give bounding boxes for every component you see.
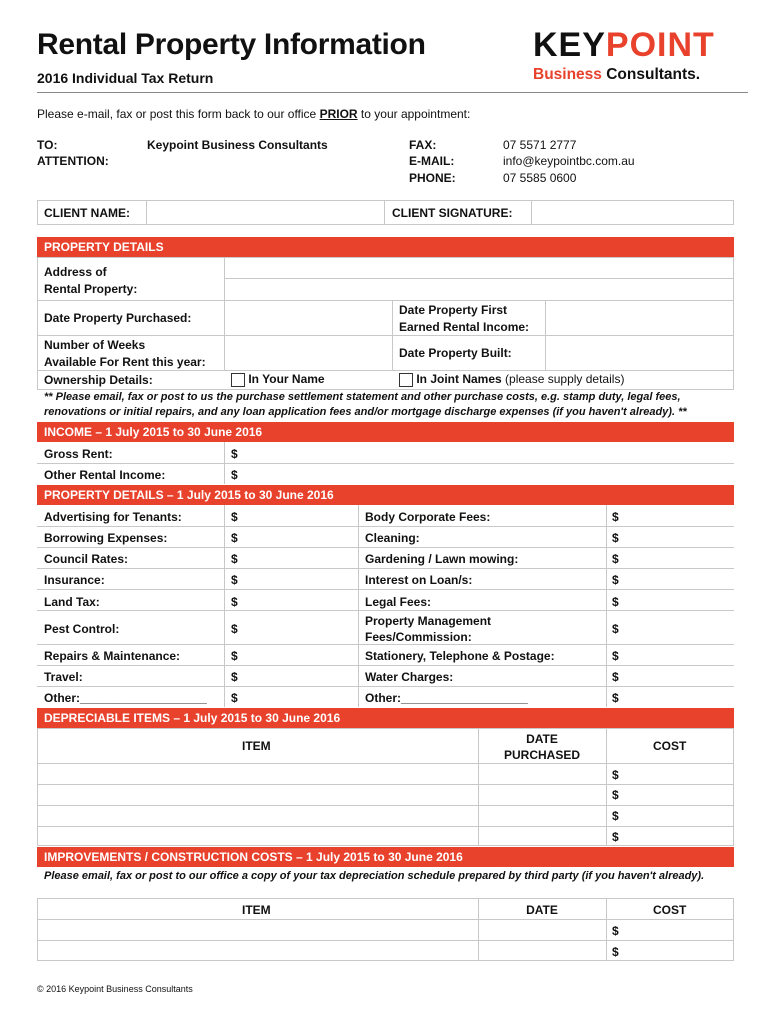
expense-dollar[interactable]: $ <box>231 552 238 566</box>
expense-label: Stationery, Telephone & Postage: <box>365 649 555 663</box>
other-rental-income-label: Other Rental Income: <box>44 468 166 482</box>
to-value: Keypoint Business Consultants <box>147 138 328 152</box>
date-first-earned-label: Date Property First Earned Rental Income: <box>399 303 530 334</box>
expense-label: Water Charges: <box>365 670 454 684</box>
improvements-cost-dollar[interactable]: $ <box>612 945 619 959</box>
address-field[interactable] <box>225 258 733 300</box>
expense-dollar[interactable]: $ <box>612 649 619 663</box>
expense-dollar[interactable]: $ <box>231 595 238 609</box>
client-name-label: CLIENT NAME: <box>44 206 130 220</box>
date-built-label: Date Property Built: <box>399 346 512 360</box>
expense-dollar[interactable]: $ <box>612 670 619 684</box>
gross-rent-dollar: $ <box>231 447 238 461</box>
footer-copyright: © 2016 Keypoint Business Consultants <box>37 984 193 994</box>
fax-label: FAX: <box>409 138 437 152</box>
gross-rent-label: Gross Rent: <box>44 447 113 461</box>
date-first-earned-field[interactable] <box>546 301 733 335</box>
expense-dollar[interactable]: $ <box>231 622 238 636</box>
expense-label: Borrowing Expenses: <box>44 531 168 545</box>
expense-label: Repairs & Maintenance: <box>44 649 181 663</box>
gross-rent-field[interactable] <box>225 443 734 463</box>
section-header-improvements: IMPROVEMENTS / CONSTRUCTION COSTS – 1 July 2015 to 30 June 2016 <box>37 847 734 867</box>
expense-dollar[interactable]: $ <box>231 670 238 684</box>
date-purchased-field[interactable] <box>225 301 392 335</box>
expense-dollar[interactable]: $ <box>231 510 238 524</box>
depreciable-cost-dollar[interactable]: $ <box>612 768 619 782</box>
date-built-field[interactable] <box>546 336 733 370</box>
fax-value: 07 5571 2777 <box>503 138 577 152</box>
improvements-col-cost: COST <box>653 903 687 917</box>
depreciable-cost-dollar[interactable]: $ <box>612 809 619 823</box>
expense-label: Travel: <box>44 670 83 684</box>
expense-label: Advertising for Tenants: <box>44 510 182 524</box>
company-logo <box>533 28 748 84</box>
expense-dollar[interactable]: $ <box>231 573 238 587</box>
improvements-table <box>37 898 734 961</box>
expense-label: Insurance: <box>44 573 105 587</box>
section-header-depreciable-items: DEPRECIABLE ITEMS – 1 July 2015 to 30 June 2016 <box>37 708 734 728</box>
weeks-available-field[interactable] <box>225 336 392 370</box>
section-header-property-details: PROPERTY DETAILS <box>37 237 734 257</box>
expense-dollar[interactable]: $ <box>612 552 619 566</box>
expense-label: Pest Control: <box>44 622 120 636</box>
date-purchased-label: Date Property Purchased: <box>44 311 192 325</box>
logo-text-business: Business <box>533 66 602 83</box>
expense-label: Land Tax: <box>44 595 100 609</box>
joint-names-option[interactable]: In Joint Names (please supply details) <box>399 372 624 387</box>
page-title: Rental Property Information <box>37 28 426 61</box>
phone-value: 07 5585 0600 <box>503 171 577 185</box>
expense-label: Body Corporate Fees: <box>365 510 491 524</box>
expense-dollar[interactable]: $ <box>612 531 619 545</box>
expense-label: Other:___________________ <box>44 691 207 705</box>
to-label: TO: <box>37 138 58 152</box>
joint-names-checkbox[interactable] <box>399 373 413 387</box>
email-label: E-MAIL: <box>409 154 455 168</box>
improvements-note: Please email, fax or post to our office a copy of your tax depreciation schedule prepared by third party (if you haven't already). <box>44 870 705 882</box>
expense-dollar[interactable]: $ <box>231 691 238 705</box>
address-label: Address of Rental Property: <box>44 265 138 296</box>
expense-label: Interest on Loan/s: <box>365 573 473 587</box>
expense-label: Council Rates: <box>44 552 129 566</box>
logo-text-key: KEY <box>533 26 606 64</box>
expense-label: Other:___________________ <box>365 691 528 705</box>
own-name-option[interactable]: In Your Name <box>231 372 325 387</box>
depreciable-cost-dollar[interactable]: $ <box>612 830 619 844</box>
purchase-costs-note: ** Please email, fax or post to us the purchase settlement statement and other purchase costs, e.g. stamp duty, legal fees, renovations or initial repairs, and any loan application fees and/or mortgage discharge expenses (if you haven't already). ** <box>44 391 687 418</box>
own-name-checkbox[interactable] <box>231 373 245 387</box>
depreciable-items-table <box>37 728 734 846</box>
other-rental-income-field[interactable] <box>225 464 734 484</box>
depreciable-col-cost: COST <box>653 739 687 753</box>
instructions: Please e-mail, fax or post this form back to our office PRIOR to your appointment: <box>37 107 471 121</box>
expense-dollar[interactable]: $ <box>612 510 619 524</box>
expense-label: Gardening / Lawn mowing: <box>365 552 519 566</box>
logo-text-point: POINT <box>605 26 715 64</box>
expense-label: Property Management Fees/Commission: <box>365 614 492 644</box>
other-income-dollar: $ <box>231 468 238 482</box>
depreciable-col-date: DATE PURCHASED <box>503 732 580 762</box>
page-subtitle: 2016 Individual Tax Return <box>37 70 214 86</box>
ownership-label: Ownership Details: <box>44 373 153 387</box>
phone-label: PHONE: <box>409 171 456 185</box>
depreciable-col-item: ITEM <box>242 739 271 753</box>
attention-label: ATTENTION: <box>37 154 109 168</box>
expense-dollar[interactable]: $ <box>612 691 619 705</box>
expense-label: Legal Fees: <box>365 595 432 609</box>
expense-dollar[interactable]: $ <box>231 649 238 663</box>
section-header-expenses: PROPERTY DETAILS – 1 July 2015 to 30 June 2016 <box>37 485 734 505</box>
expense-dollar[interactable]: $ <box>231 531 238 545</box>
email-value[interactable]: info@keypointbc.com.au <box>503 154 635 168</box>
client-signature-field[interactable] <box>532 201 733 224</box>
expense-dollar[interactable]: $ <box>612 595 619 609</box>
improvements-col-item: ITEM <box>242 903 271 917</box>
depreciable-cost-dollar[interactable]: $ <box>612 788 619 802</box>
improvements-cost-dollar[interactable]: $ <box>612 924 619 938</box>
expense-dollar[interactable]: $ <box>612 573 619 587</box>
client-signature-label: CLIENT SIGNATURE: <box>392 206 513 220</box>
header-divider <box>37 92 748 93</box>
expense-label: Cleaning: <box>365 531 420 545</box>
logo-text-consultants: Consultants. <box>606 66 701 83</box>
weeks-available-label: Number of Weeks Available For Rent this year: <box>44 338 206 369</box>
section-header-income: INCOME – 1 July 2015 to 30 June 2016 <box>37 422 734 442</box>
improvements-col-date: DATE <box>526 903 558 917</box>
expense-dollar[interactable]: $ <box>612 622 619 636</box>
client-name-field[interactable] <box>147 201 384 224</box>
